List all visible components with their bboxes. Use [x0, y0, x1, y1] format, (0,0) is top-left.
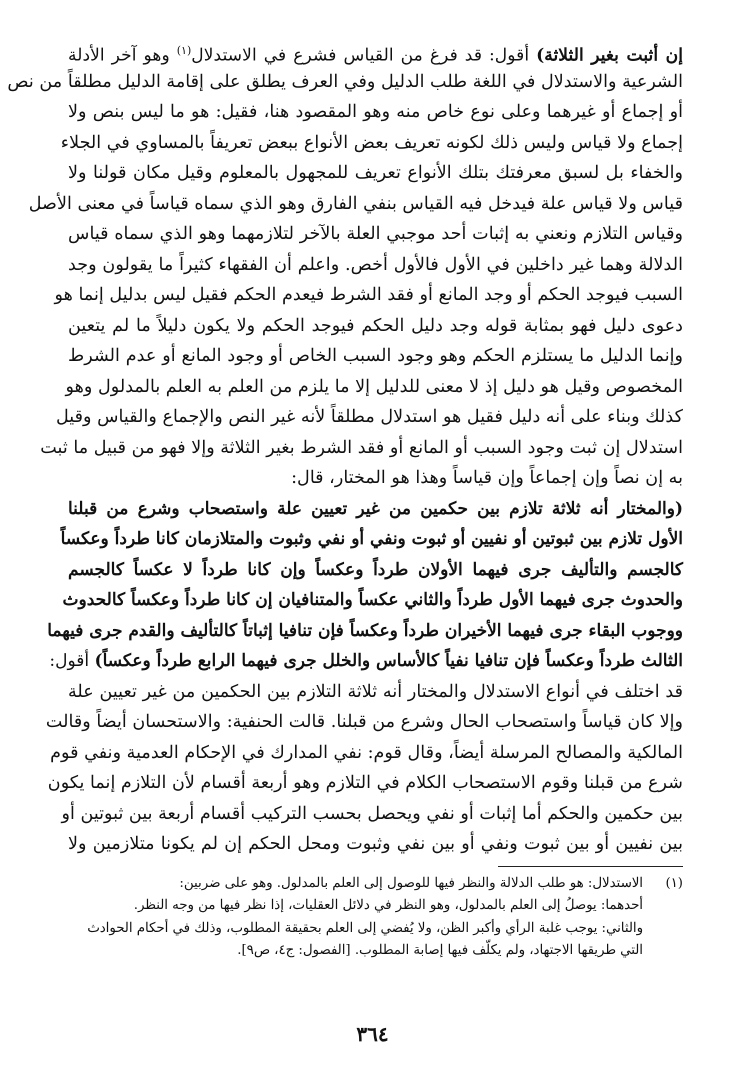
main-text [7, 36, 683, 494]
text-line: المالكية والمصالح المرسلة أيضاً، وقال قوم: نفي المدارك في الإحكام العدمية ونفي قوم [50, 742, 683, 763]
footnote-line: التي طريقها الاجتهاد، ولم يكلّف فيها إصابة المطلوب. [الفصول: ج٤، ص٩]. [237, 943, 643, 958]
text-line: والخفاء بل لسبق معرفتك بتلك الأنواع تعريف للمجهول بالمعلوم وقيل مكان قولنا ولا [68, 163, 683, 183]
text-line: كذلك وبناء على أنه دليل فقيل هو استدلال مطلقاً لأنه غير النص والإجماع والقياس وقيل [55, 407, 683, 427]
quote-line: الأول تلازم بين ثبوتين أو نفيين أو ثبوت ونفي أو نفي وثبوت والمتلازمان كانا طرداً وعكساً [60, 529, 683, 549]
text-line: الدلالة وهما غير داخلين في الأول فالأول أخص. واعلم أن الفقهاء كثيراً ما يقولون وجد [68, 254, 683, 275]
text-line: قد اختلف في أنواع الاستدلال والمختار أنه ثلاثة التلازم بين الحكمين من غير تعيين علة [68, 681, 683, 702]
text-line: وإلا كان قياساً واستصحاب الحال وشرع من قبلنا. قالت الحنفية: والاستحسان أيضاً وقالت [45, 712, 683, 732]
text-line: المخصوص وقيل هو دليل إذ لا معنى للدليل إلا ما يلزم من العلم به العلم بالمدلول وهو [65, 376, 683, 397]
footnote-line [68, 873, 683, 896]
text-line: قياس ولا قياس علة فيدخل فيه القياس بنفي الفارق وهو الذي سماه قياساً في معنى الأصل [28, 193, 683, 214]
text-line: وإنما الدليل ما يستلزم الحكم وهو وجود السبب الخاص أو وجود المانع أو عدم الشرط [68, 346, 683, 366]
text-line [68, 36, 683, 67]
text-run: أقول: قد فرغ من القياس فشرع في الاستدلال [191, 45, 537, 66]
bold-heading-phrase: إن أثبت بغير الثلاثة) [536, 45, 683, 66]
text-run: وهو آخر الأدلة [68, 45, 177, 66]
text-line: دعوى دليل فهو بمثابة قوله وجد دليل الحكم فيوجد الحكم ولا يكون دليلاً ما لم يتعين [68, 315, 683, 336]
footnote-text: الاستدلال: هو طلب الدلالة والنظر فيها للوصول إلى العلم بالمدلول. وهو على ضربين: [179, 875, 643, 891]
quote-line: والحدوث جرى فيهما الأول طرداً والثاني عكساً والمتنافيان إن كانا طرداً وعكساً كالحدوث [62, 590, 683, 610]
footnote-line: والثاني: يوجب غلبة الرأي وأكبر الظن، ولا يُفضي إلى العلم بحقيقة المطلوب، وذلك في أحكام الحوادث [87, 920, 643, 936]
text-line: بين نفيين أو بين ثبوت ونفي أو بين نفي وثبوت ومحل الحكم إن لم يكونا متلازمين ولا [68, 834, 683, 854]
text-line: الشرعية والاستدلال في اللغة طلب الدليل وفي العرف يطلق على إقامة الدليل مطلقاً من نص [7, 71, 683, 92]
footnotes [68, 873, 683, 963]
text-line: إجماع ولا قياس وليس ذلك لكونه تعريف بعض الأنواع ببعض تعريفاً بالمساوي في الجلاء [60, 132, 683, 153]
footnote-number: (١) [665, 875, 683, 891]
quote-line: (والمختار أنه ثلاثة تلازم بين حكمين من غير تعيين علة واستصحاب وشرع من قبلنا [68, 498, 683, 519]
quote-end-bold: الثالث طرداً وعكساً فإن تنافيا نفياً كالأساس والخلل جرى فيهما الرابع طرداً وعكساً) [94, 651, 683, 671]
quote-line [49, 646, 683, 677]
page-number: ٣٦٤ [356, 1022, 389, 1046]
text-run: أقول: [49, 651, 95, 671]
text-line: أو إجماع أو غيرهما وعلى نوع خاص منه وهو المقصود هنا، فقيل: هو ما ليس بنص ولا [68, 102, 683, 122]
footnote-separator [498, 866, 683, 867]
text-line: بين حكمين والحكم أما إثبات أو نفي ويحصل بحسب التركيب أقسام أربعة بين ثبوتين أو [61, 803, 683, 824]
commentary-text [45, 677, 683, 860]
quote-line: كالجسم والتأليف جرى فيهما الأولان طرداً وعكساً وإن كانا طرداً لا عكساً كالجسم [68, 559, 683, 580]
text-line: استدلال إن ثبت وجود السبب أو المانع أو فقد الشرط بغير الثلاثة وإلا فهو من قبيل ما ثبت [40, 437, 683, 458]
text-line: السبب فيوجد الحكم أو وجد المانع أو فقد الشرط فيعدم الحكم فقيل ليس بدليل إنما هو [54, 285, 683, 305]
footnote-reference: (١) [176, 44, 192, 57]
text-line: وقياس التلازم ونعني به إثبات أحد موجبي العلة بالآخر لتلازمهما وهو الذي سماه قياس [68, 224, 683, 244]
text-line: به إن نصاً وإن إجماعاً وإن قياساً وهذا هو المختار، قال: [291, 468, 683, 488]
footnote-line: أحدهما: يوصلُ إلى العلم بالمدلول، وهو النظر في دلائل العقليات، إذا نظر فيها من وجه النظر. [133, 898, 643, 913]
text-line: شرع من قبلنا وقوم الاستصحاب الكلام في التلازم وهو أربعة أقسام لأن التلازم إنما يكون [47, 773, 683, 793]
quote-line: ووجوب البقاء جرى فيهما الأخيران طرداً وعكساً فإن تنافيا إثباتاً كالتأليف والقدم جرى فيهما [47, 620, 683, 641]
quoted-matn-text [47, 494, 683, 677]
